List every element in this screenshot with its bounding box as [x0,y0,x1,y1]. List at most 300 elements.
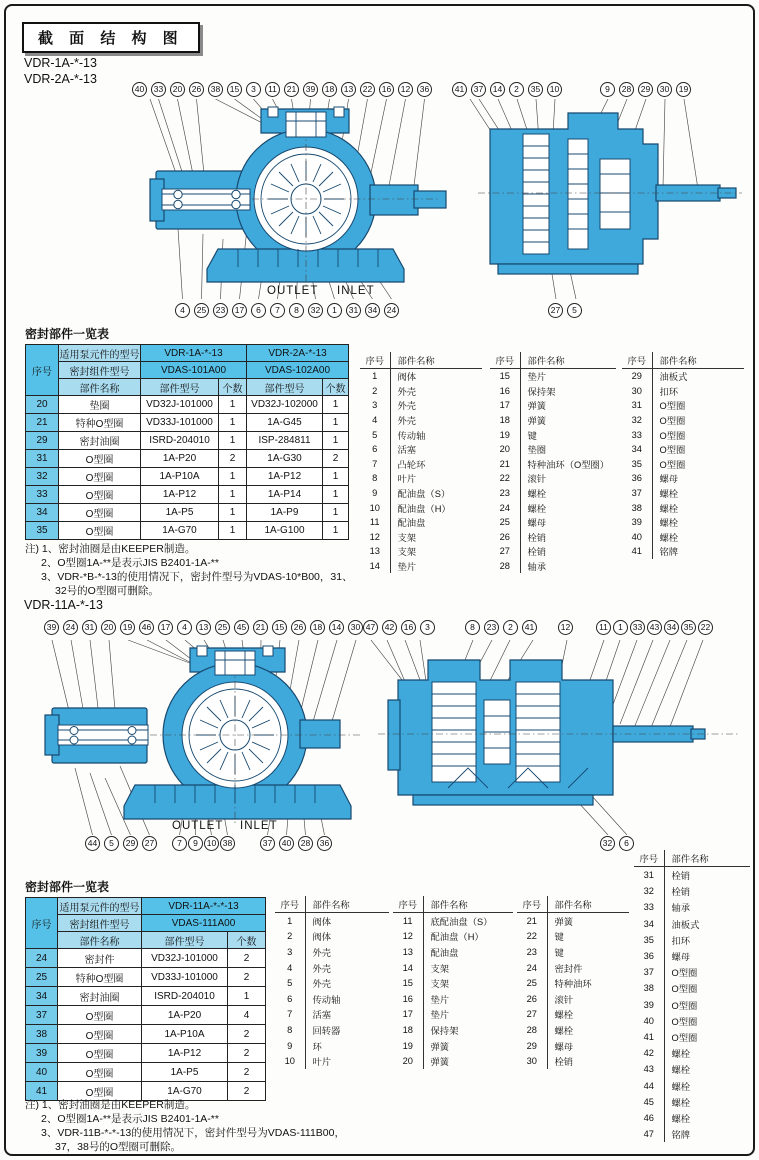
table-cell: ISP-284811 [247,432,323,450]
table-cell: 12 [393,929,423,945]
pump-cross-section-side-vdr1a [468,99,746,299]
seal-table-title-s1: 密封部件一览表 [25,327,110,341]
table-row [517,913,629,929]
table-cell: 16 [490,384,520,399]
callout-balloon: 8 [289,303,304,318]
table-cell: O型圈 [58,1063,142,1082]
table-cell: 键 [554,932,564,943]
table-cell: 1A-P10A [142,1025,228,1044]
table-cell: 铭牌 [671,1130,691,1141]
callout-balloon: 41 [522,620,537,635]
table-row [622,544,744,559]
table-cell: 7 [360,457,390,472]
col-header-no: 序号 [622,352,652,369]
callout-balloon: 29 [638,82,653,97]
callout-balloon: 36 [317,836,332,851]
callout-balloon: 31 [346,303,361,318]
table-cell: 2 [228,1082,266,1101]
table-row [517,960,629,976]
callout-balloon: 30 [348,620,363,635]
part-name-table-s2-col2 [393,896,513,1069]
table-cell: 轴承 [671,903,691,914]
part-name-table-s1-col3 [622,352,744,559]
table-row [360,398,482,413]
table-row [634,916,750,932]
table-cell: 滚针 [554,994,574,1005]
col-header-name: 部件名称 [664,850,750,867]
note-line: 2、O型圈1A-**是表示JIS B2401-1A-** [41,1113,219,1125]
col-header-qty-1: 个数 [219,379,247,396]
table-row [393,975,513,991]
table-cell: 1 [219,468,247,486]
callout-balloon: 40 [132,82,147,97]
callout-balloon: 24 [384,303,399,318]
table-cell: 1A-P12 [142,1044,228,1063]
table-row [622,457,744,472]
table-row [622,413,744,428]
table-cell: 33 [622,427,652,442]
callout-balloon: 34 [664,620,679,635]
table-cell: 保持架 [527,386,556,397]
table-cell: O型圈 [659,430,686,441]
col-header-no: 序号 [26,345,59,396]
callout-balloon: 20 [170,82,185,97]
col-header-no: 序号 [275,896,305,913]
table-cell: 15 [393,975,423,991]
callout-balloon: 17 [232,303,247,318]
col-header-no: 序号 [393,896,423,913]
table-row [26,987,266,1006]
table-row [517,1022,629,1038]
table-cell: 叶片 [397,474,417,485]
table-cell: 2 [228,968,266,987]
table-cell: 密封件 [58,949,142,968]
table-cell: 2 [360,384,390,399]
table-row [26,968,266,987]
callout-row-s1-bottom-left [175,303,399,318]
table-cell: 螺栓 [671,1081,691,1092]
table-row [634,1013,750,1029]
outlet-label-s1: OUTLET [267,285,319,297]
table-cell: 特种油环（O型圈） [527,459,610,470]
table-row [393,1022,513,1038]
table-cell: O型圈 [59,504,141,522]
table-row [634,1061,750,1077]
table-cell: 1 [323,486,349,504]
table-cell: 特种油环 [554,979,592,990]
table-cell: 12 [360,530,390,545]
table-cell: 外壳 [312,979,332,990]
table-cell: 40 [26,1063,58,1082]
table-cell: 1A-P5 [141,504,219,522]
table-row [490,457,616,472]
col-header-part-type-2: 部件型号 [247,379,323,396]
table-cell: O型圈 [58,1006,142,1025]
table-cell: 扣环 [671,935,691,946]
table-row [275,929,389,945]
table-row [490,398,616,413]
table-cell: 1A-G30 [247,450,323,468]
table-cell: O型圈 [58,1082,142,1101]
table-cell: 1 [323,432,349,450]
row-header-seal-model: 密封组件型号 [58,915,142,932]
table-row [622,486,744,501]
table-cell: 3 [360,398,390,413]
col-header-qty-2: 个数 [323,379,349,396]
table-row [634,1029,750,1045]
table-row [634,1077,750,1093]
table-cell: 25 [517,975,547,991]
table-cell: 1A-P20 [141,450,219,468]
callout-balloon: 40 [279,836,294,851]
table-row [517,975,629,991]
table-cell: 外壳 [397,386,417,397]
table-cell: O型圈 [58,1044,142,1063]
table-cell: 密封件 [554,963,583,974]
table-cell: 外壳 [397,401,417,412]
table-cell: 螺栓 [659,518,679,529]
table-cell: 41 [622,544,652,559]
note-line: 3、VDR-*B-*-13的使用情况下，密封件型号为VDAS-10*B00，31、 [41,571,353,583]
table-cell: 34 [26,504,59,522]
table-cell: 27 [517,1007,547,1023]
callout-balloon: 30 [657,82,672,97]
table-cell: 22 [490,471,520,486]
table-cell: 螺栓 [527,489,547,500]
seal-table-title-s2: 密封部件一览表 [25,880,110,894]
callout-balloon: 8 [465,620,480,635]
table-row [360,427,482,442]
table-cell: 27 [490,544,520,559]
table-cell: 41 [26,1082,58,1101]
callout-row-s2-top-c [558,620,573,635]
table-cell: 底配油盘（S） [430,916,493,927]
table-row [490,530,616,545]
table-cell: 1 [219,486,247,504]
table-cell: 29 [517,1038,547,1054]
callout-balloon: 24 [63,620,78,635]
table-row [634,1045,750,1061]
callout-balloon: 39 [303,82,318,97]
table-cell: 螺栓 [527,503,547,514]
seal-parts-table-s2 [25,897,266,1101]
table-cell: 19 [393,1038,423,1054]
callout-balloon: 26 [189,82,204,97]
table-row [26,414,349,432]
table-cell: 螺母 [659,474,679,485]
table-cell: 34 [622,442,652,457]
table-cell: 36 [634,948,664,964]
callout-balloon: 35 [681,620,696,635]
table-row [634,1094,750,1110]
table-cell: 键 [554,947,564,958]
pump-model-1: VDR-1A-*-13 [141,345,247,362]
table-row [634,1126,750,1142]
callout-balloon: 31 [82,620,97,635]
table-cell: 滚针 [527,474,547,485]
table-row [393,944,513,960]
col-header-no: 序号 [26,898,58,949]
callout-balloon: 21 [253,620,268,635]
table-cell: 螺栓 [671,1097,691,1108]
table-cell: 2 [228,1063,266,1082]
table-cell: 21 [490,457,520,472]
table-cell: O型圈 [671,1016,698,1027]
table-cell: 1 [219,522,247,540]
table-row [490,384,616,399]
note-line: 3、VDR-11B-*-*-13的使用情况下，密封件型号为VDAS-111B00， [41,1127,345,1139]
table-row [275,1053,389,1069]
callout-balloon: 18 [322,82,337,97]
table-cell: 1 [323,414,349,432]
table-cell: 键 [527,430,537,441]
table-row [634,867,750,884]
table-cell: 20 [490,442,520,457]
table-cell: ISRD-204010 [141,432,219,450]
callout-balloon: 38 [208,82,223,97]
table-cell: 弹簧 [430,1057,450,1068]
col-header-name: 部件名称 [390,352,482,369]
table-cell: 11 [360,515,390,530]
table-row [393,991,513,1007]
row-header-seal-model: 密封组件型号 [59,362,141,379]
callout-balloon: 11 [265,82,280,97]
table-cell: 1A-P12 [247,468,323,486]
table-row [360,486,482,501]
table-cell: 14 [360,559,390,574]
callout-balloon: 27 [142,836,157,851]
callout-balloon: 25 [194,303,209,318]
table-row [360,442,482,457]
table-cell: 30 [517,1053,547,1069]
table-row [517,944,629,960]
table-cell: 保持架 [430,1025,459,1036]
table-cell: 23 [517,944,547,960]
note-line: 注) 1、密封油圈是由KEEPER制造。 [25,1099,196,1111]
table-row [517,1053,629,1069]
table-cell: O型圈 [671,1000,698,1011]
table-cell: 24 [517,960,547,976]
table-cell: 2 [219,450,247,468]
table-cell: 1A-P14 [247,486,323,504]
table-cell: 垫圈 [527,445,547,456]
col-header-name: 部件名称 [547,896,629,913]
table-cell: O型圈 [659,401,686,412]
table-cell: 11 [393,913,423,929]
callout-balloon: 28 [298,836,313,851]
table-cell: 螺母 [554,1041,574,1052]
outlet-label-s2: OUTLET [172,820,224,832]
table-cell: VD32J-102000 [247,396,323,414]
table-cell: 1A-P9 [247,504,323,522]
table-cell: 31 [634,867,664,884]
table-cell: 9 [360,486,390,501]
table-cell: 40 [634,1013,664,1029]
model-label-vdr2a: VDR-2A-*-13 [24,72,97,86]
callout-balloon: 3 [246,82,261,97]
table-cell: 1 [275,913,305,929]
table-row [26,450,349,468]
table-cell: 1 [323,396,349,414]
table-row [490,442,616,457]
table-cell: 配油盘（S） [397,489,451,500]
callout-balloon: 13 [196,620,211,635]
callout-row-s2-bottom-d [600,836,634,851]
table-cell: 29 [622,369,652,384]
callout-row-s2-bottom-a [85,836,157,851]
table-cell: VD33J-101000 [141,414,219,432]
callout-balloon: 15 [227,82,242,97]
table-cell: O型圈 [59,468,141,486]
table-row [360,544,482,559]
table-cell: 37 [26,1006,58,1025]
callout-balloon: 47 [363,620,378,635]
callout-balloon: 17 [158,620,173,635]
table-row [26,1025,266,1044]
table-cell: 36 [622,471,652,486]
callout-balloon: 12 [558,620,573,635]
table-cell: 凸轮环 [397,459,426,470]
note-line: 2、O型圈1A-**是表示JIS B2401-1A-** [41,557,219,569]
table-row [490,500,616,515]
col-header-no: 序号 [360,352,390,369]
table-cell: 1A-P20 [142,1006,228,1025]
table-row [634,899,750,915]
table-cell: 5 [360,427,390,442]
table-cell: 23 [490,486,520,501]
seal-kit: VDAS-111A00 [142,915,266,932]
table-cell: 垫片 [397,562,417,573]
callout-balloon: 12 [398,82,413,97]
table-row [517,1007,629,1023]
callout-balloon: 10 [204,836,219,851]
callout-balloon: 33 [151,82,166,97]
note-line: 注) 1、密封油圈是由KEEPER制造。 [25,543,196,555]
table-cell: O型圈 [671,968,698,979]
callout-balloon: 19 [120,620,135,635]
table-row [622,398,744,413]
table-cell: 弹簧 [527,401,547,412]
callout-balloon: 14 [490,82,505,97]
table-cell: 28 [517,1022,547,1038]
table-cell: 阀体 [397,372,417,383]
table-cell: 1A-G70 [142,1082,228,1101]
table-cell: 阀体 [312,916,332,927]
callout-balloon: 5 [104,836,119,851]
table-row [490,413,616,428]
table-row [393,1038,513,1054]
table-cell: O型圈 [659,445,686,456]
table-row [360,530,482,545]
notes-s1 [25,542,353,598]
table-cell: 传动轴 [312,994,341,1005]
table-cell: 垫片 [430,1010,450,1021]
callout-balloon: 25 [215,620,230,635]
table-cell: 油板式 [671,919,700,930]
col-header-part-name: 部件名称 [59,379,141,396]
callout-balloon: 38 [220,836,235,851]
table-cell: 螺栓 [659,532,679,543]
table-cell: 栓销 [527,532,547,543]
seal-parts-table-s1 [25,344,349,540]
col-header-part-type-1: 部件型号 [141,379,219,396]
col-header-name: 部件名称 [423,896,513,913]
callout-balloon: 21 [284,82,299,97]
callout-balloon: 2 [509,82,524,97]
callout-balloon: 2 [503,620,518,635]
table-row [490,369,616,384]
table-cell: 活塞 [312,1010,332,1021]
table-row [634,980,750,996]
table-cell: 47 [634,1126,664,1142]
table-cell: 14 [393,960,423,976]
col-header-name: 部件名称 [305,896,389,913]
callout-balloon: 7 [172,836,187,851]
table-cell: VD33J-101000 [142,968,228,987]
table-cell: 扣环 [659,386,679,397]
table-row [26,949,266,968]
table-row [517,991,629,1007]
callout-balloon: 37 [471,82,486,97]
table-cell: 垫圈 [59,396,141,414]
callout-balloon: 42 [382,620,397,635]
table-cell: 配油盘（H） [397,503,451,514]
table-cell: 4 [275,960,305,976]
table-row [275,1022,389,1038]
table-cell: 4 [360,413,390,428]
table-cell: 35 [622,457,652,472]
table-cell: 26 [517,991,547,1007]
table-cell: 螺栓 [554,1010,574,1021]
table-cell: 34 [26,987,58,1006]
table-cell: 阀体 [312,932,332,943]
table-row [622,384,744,399]
callout-balloon: 1 [613,620,628,635]
part-name-table-s1-col2 [490,352,616,573]
table-cell: 外壳 [312,963,332,974]
table-row [393,960,513,976]
table-row [490,471,616,486]
table-cell: 9 [275,1038,305,1054]
callout-balloon: 18 [310,620,325,635]
table-row [393,929,513,945]
table-row [634,997,750,1013]
table-row [360,559,482,574]
col-header-name: 部件名称 [652,352,744,369]
callout-balloon: 5 [567,303,582,318]
table-cell: 1 [323,504,349,522]
callout-balloon: 9 [600,82,615,97]
table-cell: 1A-G100 [247,522,323,540]
note-line: 37，38号的O型圈可删除。 [55,1141,182,1153]
pump-cross-section-front-vdr1a [148,99,448,299]
table-cell: 44 [634,1077,664,1093]
callout-balloon: 34 [365,303,380,318]
table-cell: 39 [622,515,652,530]
model-label-vdr11a: VDR-11A-*-13 [24,598,103,612]
table-cell: 35 [634,932,664,948]
table-row [393,1053,513,1069]
table-cell: 29 [26,432,59,450]
table-cell: 39 [634,997,664,1013]
callout-balloon: 32 [308,303,323,318]
table-row [634,932,750,948]
callout-balloon: 6 [619,836,634,851]
table-cell: 8 [275,1022,305,1038]
table-cell: 1 [219,432,247,450]
table-cell: 垫片 [430,994,450,1005]
table-cell: 轴承 [527,562,547,573]
